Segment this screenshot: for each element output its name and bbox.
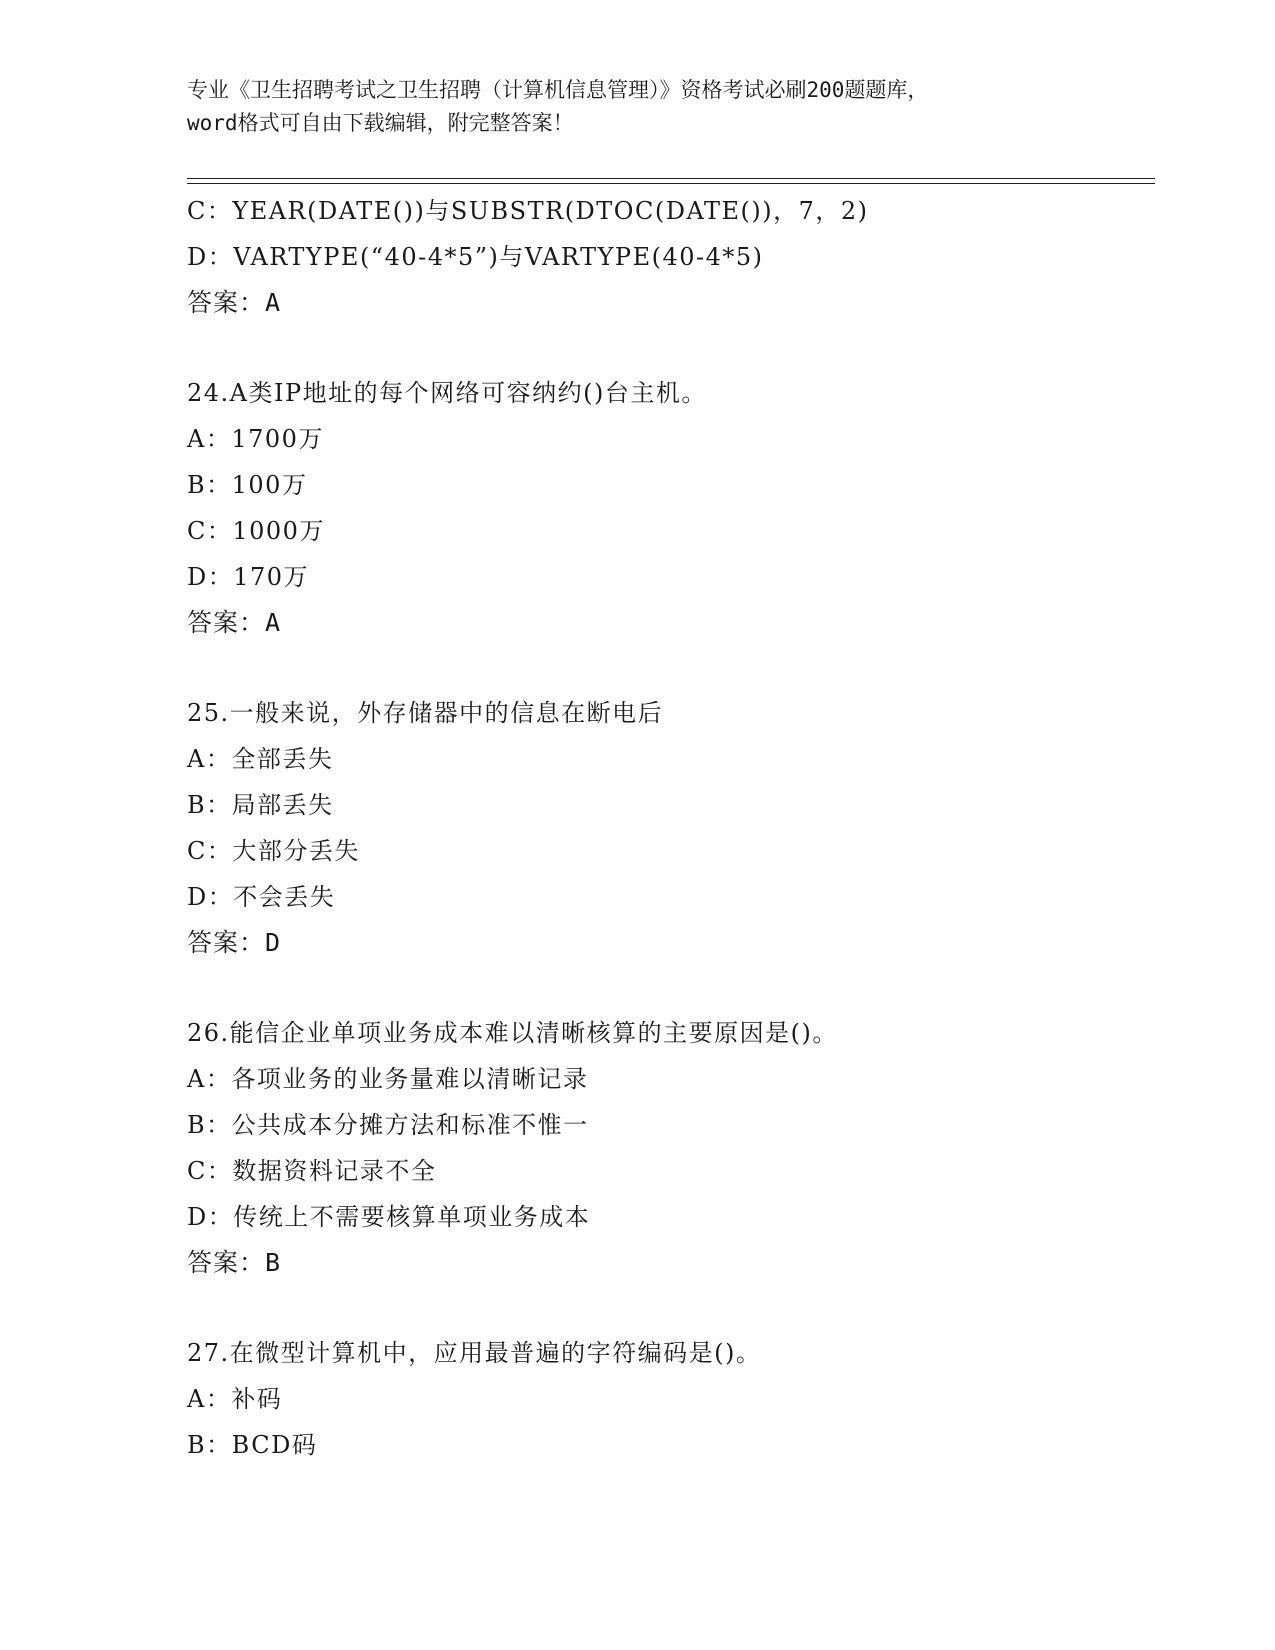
question-stem: 27.在微型计算机中，应用最普遍的字符编码是()。	[187, 1339, 762, 1367]
question-27	[187, 1330, 1147, 1468]
option-c: C：YEAR(DATE())与SUBSTR(DTOC(DATE())，7，2)	[187, 197, 869, 225]
answer-label: 答案：	[187, 608, 266, 637]
option-c: C：1000万	[187, 517, 325, 545]
option-d: D：传统上不需要核算单项业务成本	[187, 1203, 591, 1231]
answer-value: D	[265, 928, 282, 957]
answer-line	[187, 1240, 1147, 1286]
option-d: D：170万	[187, 563, 310, 591]
document-header	[187, 74, 1087, 140]
header-divider-bottom	[187, 183, 1155, 184]
question-24	[187, 370, 1147, 646]
option-a: A：全部丢失	[187, 745, 334, 773]
question-26	[187, 1010, 1147, 1286]
option-a: A：补码	[187, 1385, 283, 1413]
option-d: D：VARTYPE(“40-4*5”)与VARTYPE(40-4*5)	[187, 243, 764, 271]
answer-line	[187, 280, 1147, 326]
option-a: A：各项业务的业务量难以清晰记录	[187, 1065, 589, 1093]
question-list	[187, 188, 1147, 1468]
answer-value: B	[265, 1248, 282, 1277]
option-d: D：不会丢失	[187, 883, 336, 911]
option-b: B：100万	[187, 471, 308, 499]
option-b: B：局部丢失	[187, 791, 334, 819]
answer-label: 答案：	[187, 288, 266, 317]
answer-value: A	[265, 608, 282, 637]
option-c: C：数据资料记录不全	[187, 1157, 437, 1185]
option-b: B：BCD码	[187, 1431, 318, 1459]
option-a: A：1700万	[187, 425, 324, 453]
answer-value: A	[265, 288, 282, 317]
question-stem: 24.A类IP地址的每个网络可容纳约()台主机。	[187, 379, 707, 407]
question-stem: 26.能信企业单项业务成本难以清晰核算的主要原因是()。	[187, 1019, 838, 1047]
question-stem: 25.一般来说，外存储器中的信息在断电后	[187, 699, 664, 727]
option-b: B：公共成本分摊方法和标准不惟一	[187, 1111, 589, 1139]
header-line-1: 专业《卫生招聘考试之卫生招聘（计算机信息管理）》资格考试必刷200题题库，	[187, 78, 929, 102]
answer-line	[187, 600, 1147, 646]
option-c: C：大部分丢失	[187, 837, 360, 865]
question-25	[187, 690, 1147, 966]
answer-label: 答案：	[187, 928, 266, 957]
header-line-2: word格式可自由下载编辑，附完整答案！	[187, 111, 574, 135]
header-divider-top	[187, 178, 1155, 179]
answer-label: 答案：	[187, 1248, 266, 1277]
answer-line	[187, 920, 1147, 966]
